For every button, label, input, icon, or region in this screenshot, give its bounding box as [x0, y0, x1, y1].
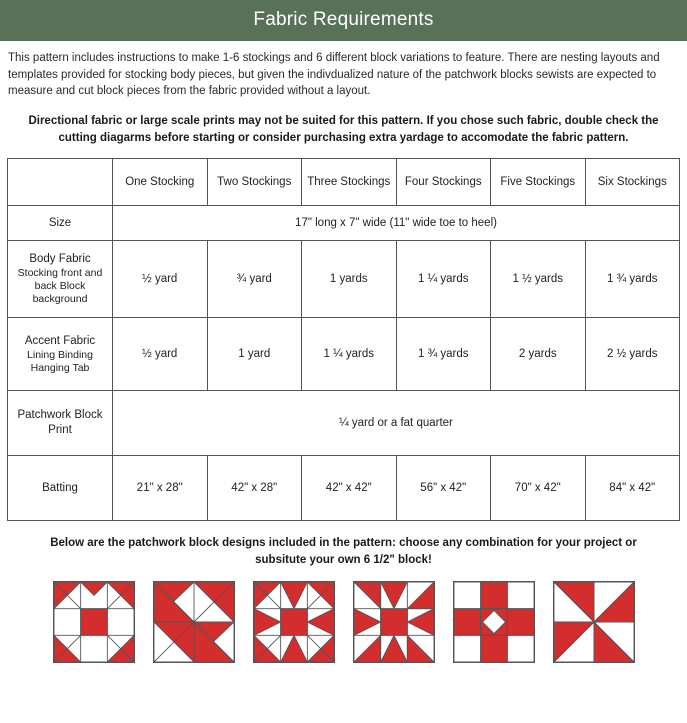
cell-body-two: ¾ yard: [207, 241, 302, 318]
row-label-accent-fabric-sub: Lining Binding Hanging Tab: [27, 348, 93, 374]
table-header-one-stocking: One Stocking: [113, 159, 208, 206]
table-row: [8, 391, 680, 456]
cell-batting-one: 21" x 28": [113, 456, 208, 521]
block-design-5: [453, 581, 535, 663]
block-design-4-icon: [354, 582, 434, 662]
table-header-three-stockings: Three Stockings: [302, 159, 397, 206]
fabric-requirements-table: [7, 158, 680, 521]
cell-body-five: 1 ½ yards: [491, 241, 586, 318]
cell-accent-one: ½ yard: [113, 318, 208, 391]
block-designs-row: [0, 577, 687, 663]
table-header-two-stockings: Two Stockings: [207, 159, 302, 206]
block-design-1-icon: [54, 582, 134, 662]
cell-accent-five: 2 yards: [491, 318, 586, 391]
cell-body-three: 1 yards: [302, 241, 397, 318]
cell-body-six: 1 ¾ yards: [585, 241, 680, 318]
table-header-six-stockings: Six Stockings: [585, 159, 680, 206]
table-header-five-stockings: Five Stockings: [491, 159, 586, 206]
table-row: [8, 241, 680, 318]
cell-batting-five: 70" x 42": [491, 456, 586, 521]
intro-paragraph: This pattern includes instructions to make 1-6 stockings and 6 different block variations to feature. There are nesting layouts and templates provided for stocking body pieces, but given the indivdualized nature of the patchwork blocks sewists are expected to measure and cut block pieces from the fabric provided without a layout.: [8, 52, 660, 98]
warning-paragraph: Directional fabric or large scale prints may not be suited for this pattern. If you chose such fabric, double check the cutting diagarms before starting or consider purchasing extra yardage to accomodate the fabric pattern.: [28, 115, 659, 144]
block-design-5-icon: [454, 582, 534, 662]
row-label-batting: Batting: [8, 456, 113, 521]
row-label-patchwork-block-print: Patchwork Block Print: [8, 391, 113, 456]
block-design-3: [253, 581, 335, 663]
row-label-body-fabric-sub: Stocking front and back Block background: [17, 267, 103, 306]
cell-accent-six: 2 ½ yards: [585, 318, 680, 391]
block-design-6-icon: [554, 582, 634, 662]
cell-body-four: 1 ¼ yards: [396, 241, 491, 318]
cell-batting-six: 84" x 42": [585, 456, 680, 521]
block-design-2-icon: [154, 582, 234, 662]
table-header-blank: [8, 159, 113, 206]
table-row: [8, 318, 680, 391]
cell-accent-four: 1 ¾ yards: [396, 318, 491, 391]
row-label-accent-fabric-title: Accent Fabric: [24, 334, 96, 347]
block-design-4: [353, 581, 435, 663]
table-header-four-stockings: Four Stockings: [396, 159, 491, 206]
cell-batting-two: 42" x 28": [207, 456, 302, 521]
block-design-6: [553, 581, 635, 663]
block-design-3-icon: [254, 582, 334, 662]
cell-batting-four: 56" x 42": [396, 456, 491, 521]
table-header-row: [8, 159, 680, 206]
table-row: [8, 206, 680, 241]
row-label-body-fabric: [8, 241, 113, 318]
row-label-accent-fabric: [8, 318, 113, 391]
row-span-patchwork: ¼ yard or a fat quarter: [113, 391, 680, 456]
cell-accent-two: 1 yard: [207, 318, 302, 391]
row-label-body-fabric-title: Body Fabric: [29, 253, 91, 266]
block-design-2: [153, 581, 235, 663]
page-title: Fabric Requirements: [0, 0, 687, 41]
cell-body-one: ½ yard: [113, 241, 208, 318]
row-label-size: Size: [8, 206, 113, 241]
cell-accent-three: 1 ¼ yards: [302, 318, 397, 391]
blocks-note: Below are the patchwork block designs included in the pattern: choose any combination for your project or subsitute your own 6 1/2" block!: [50, 537, 637, 567]
block-design-1: [53, 581, 135, 663]
cell-batting-three: 42" x 42": [302, 456, 397, 521]
row-span-size: 17" long x 7" wide (11" wide toe to heel): [113, 206, 680, 241]
table-row: [8, 456, 680, 521]
